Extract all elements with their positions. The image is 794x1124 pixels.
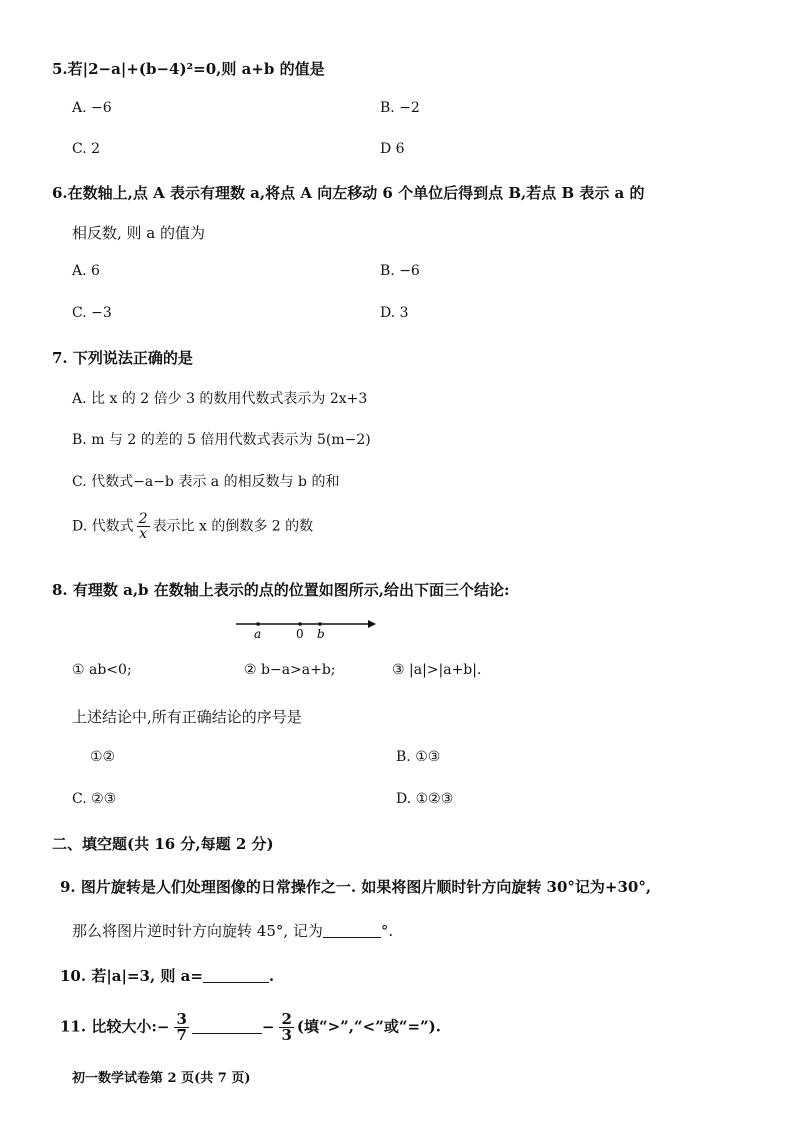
q10-answer-blank[interactable] xyxy=(203,968,269,983)
q9-line2-suffix: °. xyxy=(380,922,394,940)
q11-prefix: 11. 比较大小: xyxy=(60,1017,157,1036)
q7-option-d-fraction xyxy=(137,512,150,541)
q9-line2 xyxy=(72,920,393,941)
q7-option-b: B. m 与 2 的差的 5 倍用代数式表示为 5(m−2) xyxy=(72,432,371,448)
q11-sign-1: − xyxy=(156,1017,170,1036)
section-2-title: 二、填空题(共 16 分,每题 2 分) xyxy=(52,835,274,853)
q9-line2-prefix: 那么将图片逆时针方向旋转 45°, 记为 xyxy=(72,922,323,940)
q7-fraction-denominator: x xyxy=(139,526,148,542)
q11-fraction-1-numerator: 3 xyxy=(176,1010,187,1028)
q11-line xyxy=(60,1012,441,1043)
q9-answer-blank[interactable] xyxy=(323,923,381,938)
q11-sign-2: − xyxy=(261,1017,275,1036)
q7-stem: 7. 下列说法正确的是 xyxy=(52,349,193,367)
q8-conclusion-3: ③ |a|>|a+b|. xyxy=(392,662,482,678)
q6-option-d: D. 3 xyxy=(380,305,409,321)
q6-stem-line1: 6.在数轴上,点 A 表示有理数 a,将点 A 向左移动 6 个单位后得到点 B,若点 B 表示 a 的 xyxy=(52,184,645,202)
q8-prompt: 上述结论中,所有正确结论的序号是 xyxy=(72,708,302,726)
q7-option-d-suffix: 表示比 x 的倒数多 2 的数 xyxy=(152,518,314,535)
q7-fraction-numerator: 2 xyxy=(138,511,148,527)
q8-conclusion-1: ① ab<0; xyxy=(72,662,132,678)
q11-fraction-2 xyxy=(279,1012,293,1043)
point-a-label: a xyxy=(254,627,262,641)
q5-option-b: B. −2 xyxy=(380,100,420,116)
q11-answer-blank[interactable] xyxy=(192,1019,262,1034)
q8-stem: 8. 有理数 a,b 在数轴上表示的点的位置如图所示,给出下面三个结论: xyxy=(52,581,510,599)
q11-fraction-2-denominator: 3 xyxy=(281,1026,292,1044)
page-footer: 初一数学试卷第 2 页(共 7 页) xyxy=(72,1071,251,1086)
q11-fraction-1-denominator: 7 xyxy=(176,1026,187,1044)
q8-option-a: ①② xyxy=(90,749,116,765)
q6-option-b: B. −6 xyxy=(380,263,420,279)
point-a-marker xyxy=(256,622,260,626)
q8-option-c: C. ②③ xyxy=(72,791,117,807)
point-b-label: b xyxy=(317,627,325,641)
q9-line1: 9. 图片旋转是人们处理图像的日常操作之一. 如果将图片顺时针方向旋转 30°记为+30°, xyxy=(60,878,652,896)
q11-fraction-1 xyxy=(174,1012,188,1043)
q6-option-c: C. −3 xyxy=(72,305,112,321)
q11-fraction-2-numerator: 2 xyxy=(281,1010,292,1028)
q8-number-line xyxy=(230,612,380,642)
q7-option-a: A. 比 x 的 2 倍少 3 的数用代数式表示为 2x+3 xyxy=(72,391,368,407)
q6-stem-line2: 相反数, 则 a 的值为 xyxy=(72,224,206,242)
number-line-arrow xyxy=(368,620,376,628)
q8-conclusion-2: ② b−a>a+b; xyxy=(244,662,336,678)
q6-option-a: A. 6 xyxy=(72,263,100,279)
q5-stem: 5.若|2−a|+(b−4)²=0,则 a+b 的值是 xyxy=(52,60,325,78)
q11-suffix: (填“>”,“<”或“=”). xyxy=(296,1017,442,1036)
q7-option-d-prefix: D. 代数式 xyxy=(72,518,134,535)
q5-option-c: C. 2 xyxy=(72,141,101,157)
q10-line xyxy=(60,965,274,986)
q10-prefix: 10. 若|a|=3, 则 a= xyxy=(60,967,203,985)
q8-option-d: D. ①②③ xyxy=(396,791,454,807)
point-b-marker xyxy=(318,622,322,626)
q5-option-a: A. −6 xyxy=(72,100,112,116)
point-0-label: 0 xyxy=(296,627,304,641)
point-0-marker xyxy=(298,622,302,626)
q5-option-d: D 6 xyxy=(380,141,405,157)
q7-option-c: C. 代数式−a−b 表示 a 的相反数与 b 的和 xyxy=(72,474,340,490)
q8-option-b: B. ①③ xyxy=(396,749,441,765)
q10-suffix: . xyxy=(268,967,275,985)
q7-option-d xyxy=(72,512,313,541)
